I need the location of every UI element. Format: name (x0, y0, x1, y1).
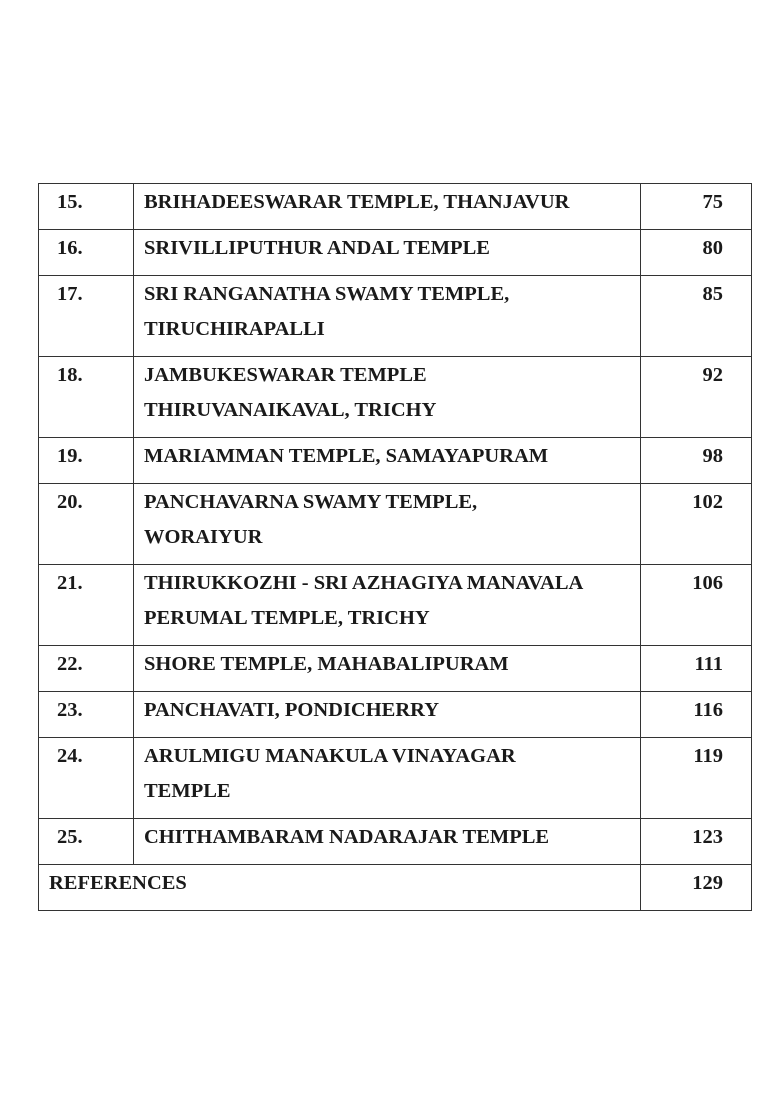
entry-number (39, 184, 134, 230)
entry-number-text: 19. (57, 445, 83, 467)
entry-title-line: SHORE TEMPLE, MAHABALIPURAM (144, 653, 509, 675)
references-label (39, 865, 641, 911)
entry-title-line: WORAIYUR (144, 526, 263, 548)
entry-page (641, 819, 752, 865)
entry-title-line: MARIAMMAN TEMPLE, SAMAYAPURAM (144, 445, 549, 467)
entry-page-text: 75 (702, 191, 723, 213)
entry-page-text: 85 (702, 283, 723, 305)
entry-page (641, 692, 752, 738)
entry-title (134, 819, 641, 865)
entry-number-text: 16. (57, 237, 83, 259)
entry-page (641, 738, 752, 819)
entry-page (641, 276, 752, 357)
contents-table-body (39, 184, 752, 911)
entry-number (39, 819, 134, 865)
entry-title (134, 357, 641, 438)
references-page (641, 865, 752, 911)
entry-number-text: 20. (57, 491, 83, 513)
toc-row (39, 276, 752, 357)
entry-number (39, 276, 134, 357)
entry-title-line: ARULMIGU MANAKULA VINAYAGAR (144, 745, 516, 767)
entry-page (641, 565, 752, 646)
entry-page-text: 111 (694, 653, 723, 675)
references-page-text: 129 (692, 872, 723, 894)
entry-number (39, 646, 134, 692)
entry-title-line: SRI RANGANATHA SWAMY TEMPLE, (144, 283, 510, 305)
entry-title-line: JAMBUKESWARAR TEMPLE (144, 364, 427, 386)
entry-title (134, 565, 641, 646)
entry-title-line: BRIHADEESWARAR TEMPLE, THANJAVUR (144, 191, 570, 213)
toc-row (39, 184, 752, 230)
entry-page (641, 230, 752, 276)
entry-number (39, 738, 134, 819)
entry-page-text: 92 (702, 364, 723, 386)
entry-page-text: 123 (692, 826, 723, 848)
entry-number-text: 25. (57, 826, 83, 848)
entry-page-text: 102 (692, 491, 723, 513)
entry-title (134, 738, 641, 819)
entry-page (641, 484, 752, 565)
toc-row (39, 819, 752, 865)
toc-row (39, 738, 752, 819)
entry-page (641, 646, 752, 692)
entry-page-text: 106 (692, 572, 723, 594)
entry-number (39, 357, 134, 438)
toc-row (39, 438, 752, 484)
entry-title-line: PANCHAVARNA SWAMY TEMPLE, (144, 491, 478, 513)
entry-title (134, 184, 641, 230)
entry-title-line: THIRUVANAIKAVAL, TRICHY (144, 399, 437, 421)
entry-number (39, 692, 134, 738)
entry-number (39, 438, 134, 484)
toc-row (39, 692, 752, 738)
entry-title (134, 646, 641, 692)
entry-page-text: 80 (702, 237, 723, 259)
entry-title-line: SRIVILLIPUTHUR ANDAL TEMPLE (144, 237, 490, 259)
toc-row (39, 357, 752, 438)
entry-number (39, 484, 134, 565)
entry-title (134, 276, 641, 357)
entry-number-text: 21. (57, 572, 83, 594)
entry-page-text: 98 (702, 445, 723, 467)
entry-title (134, 484, 641, 565)
entry-number-text: 24. (57, 745, 83, 767)
entry-page (641, 357, 752, 438)
entry-title (134, 438, 641, 484)
entry-number-text: 18. (57, 364, 83, 386)
toc-row (39, 484, 752, 565)
references-row (39, 865, 752, 911)
entry-title-line: PERUMAL TEMPLE, TRICHY (144, 607, 430, 629)
entry-title-line: PANCHAVATI, PONDICHERRY (144, 699, 440, 721)
toc-row (39, 565, 752, 646)
entry-number-text: 22. (57, 653, 83, 675)
entry-number-text: 17. (57, 283, 83, 305)
toc-row (39, 646, 752, 692)
entry-page (641, 438, 752, 484)
entry-page-text: 116 (693, 699, 723, 721)
entry-title (134, 230, 641, 276)
contents-table (38, 183, 752, 911)
entry-number-text: 23. (57, 699, 83, 721)
entry-page-text: 119 (693, 745, 723, 767)
entry-number (39, 230, 134, 276)
entry-title-line: THIRUKKOZHI - SRI AZHAGIYA MANAVALA (144, 572, 584, 594)
references-label-text: REFERENCES (49, 872, 187, 894)
entry-number-text: 15. (57, 191, 83, 213)
entry-page (641, 184, 752, 230)
toc-row (39, 230, 752, 276)
entry-number (39, 565, 134, 646)
entry-title-line: CHITHAMBARAM NADARAJAR TEMPLE (144, 826, 550, 848)
entry-title-line: TEMPLE (144, 780, 231, 802)
entry-title-line: TIRUCHIRAPALLI (144, 318, 325, 340)
entry-title (134, 692, 641, 738)
